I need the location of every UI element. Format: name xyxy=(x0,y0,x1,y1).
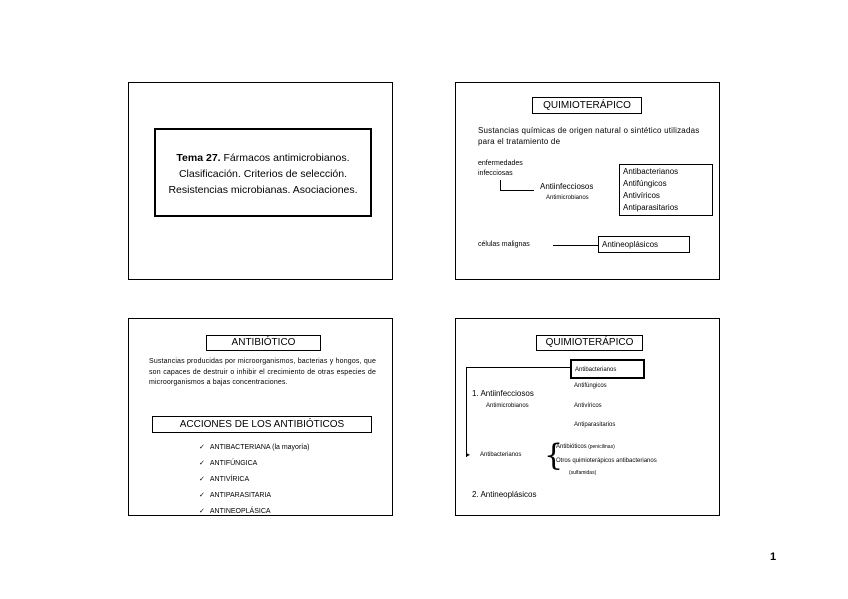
slide4-heading-text: QUIMIOTERÁPICO xyxy=(545,337,634,348)
page-number: 1 xyxy=(770,551,777,563)
celulas-label: células malignas xyxy=(478,241,530,248)
title-line-2: Clasificación. Criterios de selección. xyxy=(178,168,348,180)
list-item: Antiparasitarios xyxy=(574,422,616,428)
item-2-label: 2. Antineoplásicos xyxy=(472,490,537,499)
otros-note: (sulfamidas) xyxy=(569,470,597,476)
highlight-text: Antibacterianos xyxy=(575,367,617,373)
brace-icon: { xyxy=(544,438,564,473)
enfermedades-line-2: infecciosas xyxy=(478,170,513,177)
actions-heading xyxy=(152,416,372,433)
title-rest: Fármacos antimicrobianos. xyxy=(220,152,350,164)
title-box xyxy=(154,128,372,217)
title-line-3: Resistencias microbianas. Asociaciones. xyxy=(168,184,358,196)
check-icon: ✓ xyxy=(199,460,205,467)
list-item: Antivíricos xyxy=(574,403,602,409)
antimicrobianos-label: Antimicrobianos xyxy=(546,195,589,201)
antiinfecciosos-list-box xyxy=(619,164,713,216)
slide2-intro: Sustancias químicas de origen natural o sintético utilizadas para el tratamiento de xyxy=(478,126,700,146)
check-icon: ✓ xyxy=(199,492,205,499)
slide-1 xyxy=(128,82,393,280)
actions-list xyxy=(199,440,309,520)
antiinfecciosos-label: Antiinfecciosos xyxy=(540,182,594,191)
left-vertical-connector xyxy=(466,367,467,457)
slide-3 xyxy=(128,318,393,516)
antibacterianos-highlight xyxy=(570,359,645,379)
list-item: Antifúngicos xyxy=(623,179,667,188)
item-1-label: 1. Antiinfecciosos xyxy=(472,389,534,398)
enfermedades-label xyxy=(478,159,523,179)
slide3-heading-text: ANTIBIÓTICO xyxy=(231,337,296,348)
slide2-heading-text: QUIMIOTERÁPICO xyxy=(543,100,631,111)
celulas-connector xyxy=(553,245,598,246)
list-item: ✓ ANTIPARASITARIA xyxy=(199,492,272,499)
list-item: ✓ ANTIVÍRICA xyxy=(199,476,250,483)
antineoplasicos-text: Antineoplásicos xyxy=(602,240,659,249)
title-text xyxy=(156,150,370,198)
list-item: Antiparasitarios xyxy=(623,203,679,212)
list-item: Antivíricos xyxy=(623,191,660,200)
list-item: Antifúngicos xyxy=(574,383,607,389)
title-bold: Tema 27. xyxy=(176,152,221,164)
list-item: ✓ ANTIFÚNGICA xyxy=(199,460,258,467)
slide3-heading xyxy=(206,335,321,351)
list-item: Antibacterianos xyxy=(623,167,679,176)
top-connector xyxy=(466,367,570,368)
otros-label: Otros quimioterápicos antibacterianos xyxy=(556,458,657,464)
connector-vertical xyxy=(500,180,501,190)
arrow-icon: ▸ xyxy=(466,450,471,459)
list-item: ✓ ANTINEOPLÁSICA xyxy=(199,508,271,515)
enfermedades-line-1: enfermedades xyxy=(478,160,523,167)
check-icon: ✓ xyxy=(199,476,205,483)
check-icon: ✓ xyxy=(199,444,205,451)
antineoplasicos-box xyxy=(598,236,690,253)
slide-2 xyxy=(455,82,720,280)
slide4-heading xyxy=(536,335,643,351)
connector-horizontal xyxy=(500,190,534,191)
slide2-heading xyxy=(532,97,642,114)
antibacterianos-label: Antibacterianos xyxy=(480,452,522,458)
antibiotico-definition: Sustancias producidas por microorganismos, bacterias y hongos, que son capaces de destruir o inhibir el crecimiento de otras especies de microorganismos a bajas concentraciones. xyxy=(149,358,376,386)
item-1-sub: Antimicrobianos xyxy=(486,403,529,409)
slide-4 xyxy=(455,318,720,516)
check-icon: ✓ xyxy=(199,508,205,515)
antibioticos-label: Antibióticos (penicilinas) xyxy=(556,444,615,450)
actions-heading-text: ACCIONES DE LOS ANTIBIÓTICOS xyxy=(179,419,345,430)
list-item: ✓ ANTIBACTERIANA (la mayoría) xyxy=(199,444,310,451)
